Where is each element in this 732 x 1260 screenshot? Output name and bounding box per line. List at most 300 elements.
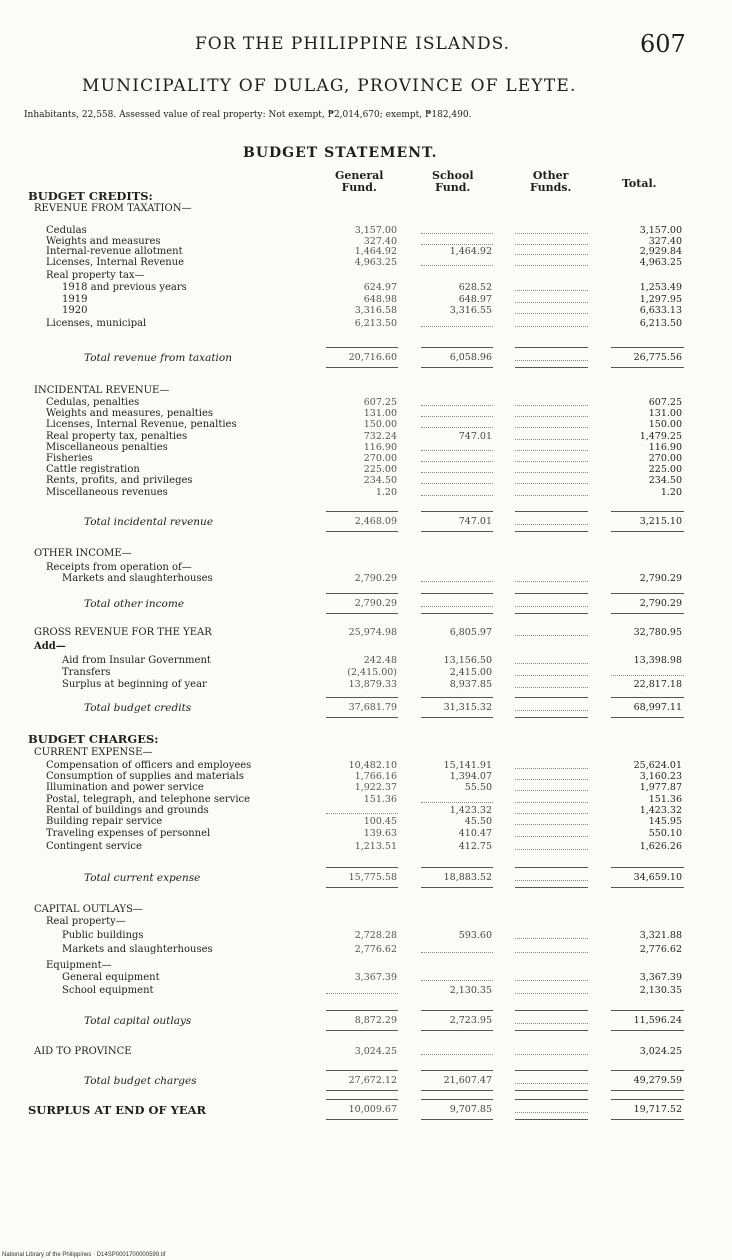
total-value: 1,253.49 [639,282,682,293]
empty-cell-leader [515,1083,588,1084]
total-rule [421,887,493,888]
total-value: 22,817.18 [633,679,682,690]
column-header-general-line1: General [335,169,384,182]
total-rule [421,1010,493,1011]
empty-cell-leader [515,427,588,428]
empty-cell-leader [421,980,493,981]
total-rule [421,717,493,718]
general-fund-value: 100.45 [363,816,397,827]
school-fund-value: 2,723.95 [449,1015,492,1026]
table-row [0,1046,732,1058]
budget-statement-title: BUDGET STATEMENT. [243,145,438,161]
general-fund-value: 131.00 [363,408,397,419]
empty-cell-leader [326,813,398,814]
row-label: Equipment— [46,960,112,971]
total-rule [515,1090,588,1091]
total-rule [515,1030,588,1031]
general-fund-value: 1,213.51 [354,841,397,852]
total-value: 234.50 [648,475,682,486]
empty-cell-leader [515,254,588,255]
total-rule [326,613,398,614]
school-fund-value: 747.01 [458,431,492,442]
total-value: 4,963.25 [639,257,682,268]
empty-cell-leader [421,233,493,234]
total-value: 32,780.95 [633,627,682,638]
inhabitants-line: Inhabitants, 22,558. Assessed value of real property: Not exempt, ₱2,014,670; exempt, ₱182,490. [24,110,472,120]
table-row [0,627,732,639]
general-fund-value: 8,872.29 [354,1015,397,1026]
table-row [0,1075,732,1087]
empty-cell-leader [515,802,588,803]
total-rule [326,593,398,594]
empty-cell-leader [515,265,588,266]
total-value: 1,423.32 [639,805,682,816]
total-rule [421,593,493,594]
row-label: GROSS REVENUE FOR THE YEAR [34,627,212,638]
empty-cell-leader [421,461,493,462]
empty-cell-leader [515,233,588,234]
page-number: 607 [640,30,686,58]
total-value: 116.90 [648,442,682,453]
municipality-heading: MUNICIPALITY OF DULAG, PROVINCE OF LEYTE. [82,76,577,96]
general-fund-value: 150.00 [363,419,397,430]
total-value: 145.95 [648,816,682,827]
table-row [0,872,732,884]
table-row [0,352,732,364]
total-rule [611,887,684,888]
total-value: 3,321.88 [639,930,682,941]
total-value: 6,633.13 [639,305,682,316]
school-fund-value: 412.75 [458,841,492,852]
empty-cell-leader [421,427,493,428]
total-value: 6,213.50 [639,318,682,329]
column-header-school-line2: Fund. [435,181,471,194]
row-label: Real property tax, penalties [46,431,188,442]
general-fund-value: 116.90 [363,442,397,453]
general-fund-value: 1,766.16 [354,771,397,782]
row-label: REVENUE FROM TAXATION— [34,203,192,214]
school-fund-value: 9,707.85 [449,1104,492,1115]
empty-cell-leader [515,244,588,245]
total-rule [421,1119,493,1120]
total-rule [611,347,684,348]
empty-cell-leader [421,472,493,473]
general-fund-value: 2,790.29 [354,598,397,609]
general-fund-value: 1,464.92 [354,246,397,257]
general-fund-value: 151.36 [363,794,397,805]
total-rule [421,1070,493,1071]
school-fund-value: 8,937.85 [449,679,492,690]
general-fund-value: 37,681.79 [348,702,397,713]
empty-cell-leader [611,675,684,676]
total-value: 3,367.39 [639,972,682,983]
total-rule [515,887,588,888]
row-label: Weights and measures [46,236,161,247]
total-value: 34,659.10 [633,872,682,883]
general-fund-value: 27,672.12 [348,1075,397,1086]
row-label: Miscellaneous revenues [46,487,168,498]
total-rule [515,1010,588,1011]
total-rule [611,1119,684,1120]
empty-cell-leader [515,313,588,314]
empty-cell-leader [515,880,588,881]
total-rule [611,1099,684,1100]
empty-cell-leader [515,416,588,417]
total-rule [326,531,398,532]
total-rule [611,1010,684,1011]
total-value: 2,790.29 [639,573,682,584]
row-label: Rents, profits, and privileges [46,475,193,486]
table-row [0,487,732,499]
total-value: 225.00 [648,464,682,475]
school-fund-value: 1,423.32 [449,805,492,816]
table-row [0,282,732,294]
general-fund-value: 1.20 [375,487,397,498]
row-label: 1920 [62,305,88,316]
table-row [0,573,732,585]
empty-cell-leader [515,768,588,769]
total-value: 607.25 [648,397,682,408]
table-row [0,916,732,928]
total-rule [326,367,398,368]
total-rule [515,593,588,594]
empty-cell-leader [421,244,493,245]
row-label: SURPLUS AT END OF YEAR [28,1103,207,1117]
table-row [0,318,732,330]
school-fund-value: 15,141.91 [443,760,492,771]
table-row [0,419,732,431]
total-rule [611,531,684,532]
row-label: INCIDENTAL REVENUE— [34,385,170,396]
total-value: 270.00 [648,453,682,464]
general-fund-value: 3,367.39 [354,972,397,983]
general-fund-value: 234.50 [363,475,397,486]
empty-cell-leader [515,790,588,791]
general-fund-value: 2,728.28 [354,930,397,941]
total-value: 3,157.00 [639,225,682,236]
empty-cell-leader [515,450,588,451]
column-header-other-line2: Funds. [530,181,572,194]
general-fund-value: 3,316.58 [354,305,397,316]
total-rule [515,613,588,614]
empty-cell-leader [515,952,588,953]
empty-cell-leader [515,290,588,291]
table-row [0,548,732,560]
total-rule [326,1099,398,1100]
total-rule [421,867,493,868]
total-value: 1.20 [660,487,682,498]
total-rule [515,347,588,348]
total-rule [515,867,588,868]
total-rule [515,717,588,718]
table-row [0,904,732,916]
total-rule [421,1090,493,1091]
row-label: Receipts from operation of— [46,562,192,573]
row-label: BUDGET CREDITS: [28,189,153,203]
total-rule [326,717,398,718]
table-row [0,972,732,984]
row-label: Total budget credits [84,702,192,714]
school-fund-value: 55.50 [464,782,492,793]
general-fund-value: 13,879.33 [348,679,397,690]
row-label: Licenses, Internal Revenue, penalties [46,419,237,430]
empty-cell-leader [515,687,588,688]
row-label: 1919 [62,294,88,305]
table-row [0,816,732,828]
total-rule [515,697,588,698]
row-label: Real property tax— [46,270,145,281]
table-row [0,782,732,794]
total-value: 327.40 [648,236,682,247]
school-fund-value: 1,464.92 [449,246,492,257]
table-row [0,1104,732,1116]
school-fund-value: 13,156.50 [443,655,492,666]
row-label: Building repair service [46,816,163,827]
empty-cell-leader [515,813,588,814]
table-row [0,305,732,317]
total-rule [421,697,493,698]
column-header-other-line1: Other [532,169,569,182]
total-value: 2,776.62 [639,944,682,955]
row-label: Total other income [84,598,185,610]
row-label: Total revenue from taxation [84,352,232,364]
empty-cell-leader [515,495,588,496]
empty-cell-leader [515,326,588,327]
table-row [0,702,732,714]
total-rule [326,1010,398,1011]
total-value: 1,977.87 [639,782,682,793]
row-label: Total budget charges [84,1075,197,1087]
school-fund-value: 410.47 [458,828,492,839]
general-fund-value: 10,482.10 [348,760,397,771]
row-label: Internal-revenue allotment [46,246,183,257]
total-value: 19,717.52 [633,1104,682,1115]
row-label: Markets and slaughterhouses [62,573,213,584]
row-label: Markets and slaughterhouses [62,944,213,955]
empty-cell-leader [515,472,588,473]
total-value: 2,130.35 [639,985,682,996]
total-rule [611,593,684,594]
total-rule [611,1070,684,1071]
total-rule [611,697,684,698]
table-row [0,385,732,397]
empty-cell-leader [421,581,493,582]
column-header-total-line1: Total. [622,177,657,190]
column-header-general-line2: Fund. [341,181,377,194]
general-fund-value: 648.98 [363,294,397,305]
total-rule [326,1070,398,1071]
row-label: CAPITAL OUTLAYS— [34,904,143,915]
school-fund-value: 2,415.00 [449,667,492,678]
row-label: Aid from Insular Government [62,655,211,666]
row-label: Total capital outlays [84,1015,192,1027]
empty-cell-leader [515,524,588,525]
table-row [0,270,732,282]
total-value: 1,626.26 [639,841,682,852]
general-fund-value: 3,024.25 [354,1046,397,1057]
empty-cell-leader [421,483,493,484]
school-fund-value: 1,394.07 [449,771,492,782]
general-fund-value: 607.25 [363,397,397,408]
row-label: Add— [34,641,66,652]
general-fund-value: 1,922.37 [354,782,397,793]
total-rule [611,717,684,718]
row-label: CURRENT EXPENSE— [34,747,153,758]
empty-cell-leader [515,1054,588,1055]
row-label: Weights and measures, penalties [46,408,214,419]
row-label: Rental of buildings and grounds [46,805,209,816]
general-fund-value: 25,974.98 [348,627,397,638]
general-fund-value: 624.97 [363,282,397,293]
school-fund-value: 747.01 [458,516,492,527]
scan-footer: National Library of the Philippines · D14SP0001700000599.tif [2,1252,166,1258]
table-row [0,679,732,691]
table-row [0,1015,732,1027]
empty-cell-leader [421,1054,493,1055]
table-row [0,190,732,202]
total-rule [611,367,684,368]
empty-cell-leader [421,405,493,406]
empty-cell-leader [515,824,588,825]
row-label: Consumption of supplies and materials [46,771,244,782]
total-value: 25,624.01 [633,760,682,771]
school-fund-value: 31,315.32 [443,702,492,713]
empty-cell-leader [515,980,588,981]
general-fund-value: 4,963.25 [354,257,397,268]
empty-cell-leader [515,405,588,406]
total-value: 2,790.29 [639,598,682,609]
empty-cell-leader [515,938,588,939]
total-rule [326,511,398,512]
row-label: Real property— [46,916,126,927]
general-fund-value: 10,009.67 [348,1104,397,1115]
total-value: 3,160.23 [639,771,682,782]
empty-cell-leader [421,606,493,607]
empty-cell-leader [515,581,588,582]
total-value: 49,279.59 [633,1075,682,1086]
total-rule [515,1099,588,1100]
row-label: General equipment [62,972,160,983]
school-fund-value: 648.97 [458,294,492,305]
empty-cell-leader [515,675,588,676]
school-fund-value: 18,883.52 [443,872,492,883]
table-row [0,641,732,653]
table-row [0,257,732,269]
row-label: Total incidental revenue [84,516,214,528]
total-value: 13,398.98 [633,655,682,666]
general-fund-value: 732.24 [363,431,397,442]
empty-cell-leader [326,993,398,994]
row-label: Contingent service [46,841,142,852]
total-rule [515,511,588,512]
total-rule [611,511,684,512]
empty-cell-leader [515,360,588,361]
total-value: 3,024.25 [639,1046,682,1057]
table-row [0,516,732,528]
table-row [0,203,732,215]
empty-cell-leader [421,802,493,803]
total-rule [421,1099,493,1100]
table-row [0,667,732,679]
total-value: 151.36 [648,794,682,805]
total-rule [421,613,493,614]
general-fund-value: 139.63 [363,828,397,839]
general-fund-value: 242.48 [363,655,397,666]
row-label: BUDGET CHARGES: [28,732,159,746]
table-row [0,828,732,840]
total-rule [326,887,398,888]
school-fund-value: 2,130.35 [449,985,492,996]
column-header-total [622,178,656,190]
table-row [0,985,732,997]
empty-cell-leader [421,952,493,953]
row-label: Surplus at beginning of year [62,679,207,690]
general-fund-value: 270.00 [363,453,397,464]
row-label: Public buildings [62,930,144,941]
school-fund-value: 6,805.97 [449,627,492,638]
empty-cell-leader [515,710,588,711]
total-value: 1,297.95 [639,294,682,305]
total-rule [421,1030,493,1031]
empty-cell-leader [515,461,588,462]
empty-cell-leader [515,439,588,440]
row-label: Traveling expenses of personnel [46,828,211,839]
row-label: Cedulas, penalties [46,397,140,408]
total-rule [611,867,684,868]
table-row [0,944,732,956]
school-fund-value: 6,058.96 [449,352,492,363]
empty-cell-leader [421,495,493,496]
general-fund-value: 2,790.29 [354,573,397,584]
total-rule [326,1119,398,1120]
total-value: 2,929.84 [639,246,682,257]
row-label: OTHER INCOME— [34,548,132,559]
total-rule [515,531,588,532]
total-rule [421,347,493,348]
empty-cell-leader [515,779,588,780]
general-fund-value: 2,468.09 [354,516,397,527]
total-rule [515,1070,588,1071]
row-label: Cedulas [46,225,87,236]
row-label: Postal, telegraph, and telephone service [46,794,251,805]
row-label: Miscellaneous penalties [46,442,168,453]
empty-cell-leader [515,483,588,484]
total-rule [611,613,684,614]
general-fund-value: 6,213.50 [354,318,397,329]
table-row [0,733,732,745]
table-row [0,747,732,759]
school-fund-value: 3,316.55 [449,305,492,316]
header-title: FOR THE PHILIPPINE ISLANDS. [195,34,511,54]
row-label: School equipment [62,985,154,996]
row-label: Licenses, municipal [46,318,147,329]
total-value: 68,997.11 [633,702,682,713]
empty-cell-leader [421,416,493,417]
general-fund-value: 15,775.58 [348,872,397,883]
row-label: 1918 and previous years [62,282,187,293]
total-value: 1,479.25 [639,431,682,442]
empty-cell-leader [515,302,588,303]
total-value: 3,215.10 [639,516,682,527]
table-row [0,598,732,610]
total-rule [326,347,398,348]
total-rule [515,1119,588,1120]
school-fund-value: 45.50 [464,816,492,827]
row-label: Compensation of officers and employees [46,760,252,771]
row-label: Total current expense [84,872,201,884]
total-value: 26,775.56 [633,352,682,363]
total-value: 11,596.24 [633,1015,682,1026]
